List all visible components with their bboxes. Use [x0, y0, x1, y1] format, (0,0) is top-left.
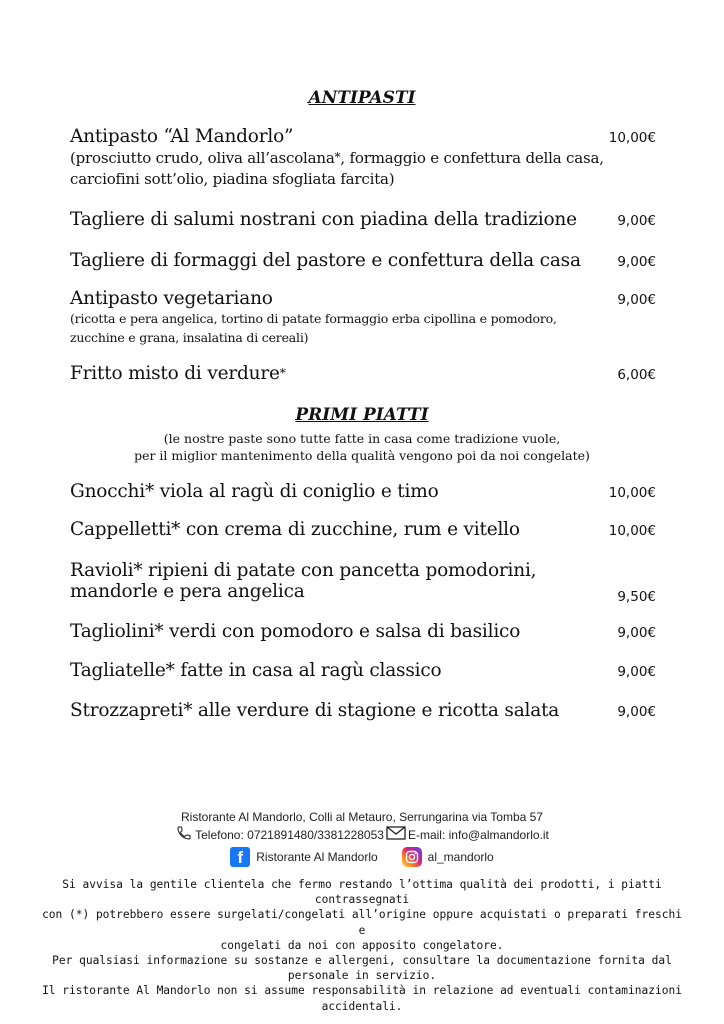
item-name: Strozzapreti* alle verdure di stagione e ricotta salata: [70, 700, 560, 721]
item-price: 10,00€: [608, 485, 656, 501]
facebook-name[interactable]: Ristorante Al Mandorlo: [256, 850, 378, 864]
disclaimer-line: Il ristorante Al Mandorlo non si assume responsabilità in relazione ad eventuali contaminazioni: [42, 984, 682, 998]
section-title-primi: PRIMI PIATTI: [295, 405, 429, 425]
item-price: 10,00€: [608, 130, 656, 146]
item-price: 10,00€: [608, 523, 656, 539]
menu-item-ravioli: [70, 560, 656, 605]
item-name: Antipasto vegetariano: [70, 288, 273, 309]
primi-note: (le nostre paste sono tutte fatte in casa come tradizione vuole, per il miglior mantenimento della qualità vengono poi da noi congelate): [134, 431, 590, 463]
item-name: Gnocchi* viola al ragù di coniglio e timo: [70, 481, 439, 502]
footer-contacts: [0, 809, 724, 867]
menu-item-fritto-misto: [70, 363, 656, 384]
menu-item-cappelletti: [70, 519, 656, 540]
item-name: Fritto misto di verdure*: [70, 363, 286, 384]
item-name: Cappelletti* con crema di zucchine, rum e vitello: [70, 519, 520, 540]
item-price: 9,00€: [617, 664, 656, 680]
item-name: Tagliatelle* fatte in casa al ragù classico: [70, 660, 442, 681]
menu-item-tagliere-formaggi: [70, 250, 656, 271]
item-name-line2: mandorle e pera angelica: [70, 581, 305, 602]
item-name-line1: Ravioli* ripieni di patate con pancetta pomodorini,: [70, 560, 537, 581]
item-price: 9,50€: [617, 589, 656, 605]
item-description: (ricotta e pera angelica, tortino di patate formaggio erba cipollina e pomodoro, zucchine e grana, insalatina di cereali): [70, 311, 557, 345]
item-description: (prosciutto crudo, oliva all’ascolana*, formaggio e confettura della casa, carciofini sott’olio, piadina sfogliata farcita): [70, 149, 604, 188]
item-price: 9,00€: [617, 213, 656, 229]
disclaimer: [40, 877, 684, 1014]
section-title-antipasti: ANTIPASTI: [308, 88, 416, 108]
item-price: 9,00€: [617, 704, 656, 720]
item-name: Tagliere di formaggi del pastore e confettura della casa: [70, 250, 581, 271]
disclaimer-line: accidentali.: [321, 999, 403, 1013]
item-price: 9,00€: [617, 625, 656, 641]
menu-item-antipasto-vegetariano: [70, 288, 656, 347]
disclaimer-line: con (*) potrebbero essere surgelati/congelati all’origine oppure acquistati o preparati freschi e: [42, 908, 682, 937]
phone-number[interactable]: Telefono: 0721891480/3381228053: [195, 828, 384, 842]
email-address[interactable]: E-mail: info@almandorlo.it: [407, 828, 549, 842]
instagram-handle[interactable]: al_mandorlo: [427, 850, 494, 864]
item-price: 6,00€: [617, 367, 656, 383]
disclaimer-line: Si avvisa la gentile clientela che fermo restando l’ottima qualità dei prodotti, i piatti contrassegnati: [62, 878, 662, 907]
menu-item-strozzapreti: [70, 700, 656, 721]
social-line: [0, 847, 724, 867]
disclaimer-line: personale in servizio.: [287, 969, 437, 983]
contact-line: [0, 825, 724, 845]
menu-item-antipasto-al-mandorlo: [70, 126, 656, 190]
envelope-icon: [386, 826, 406, 844]
menu-item-gnocchi: [70, 481, 656, 502]
item-name: Tagliere di salumi nostrani con piadina della tradizione: [70, 209, 577, 230]
address: Ristorante Al Mandorlo, Colli al Metauro, Serrungarina via Tomba 57: [181, 810, 543, 824]
phone-icon: [175, 825, 193, 845]
item-price: 9,00€: [617, 254, 656, 270]
menu-item-tagliere-salumi: [70, 209, 656, 230]
instagram-icon[interactable]: [402, 847, 422, 867]
disclaimer-line: congelati da noi con apposito congelatore.: [220, 938, 504, 952]
item-name: Antipasto “Al Mandorlo”: [70, 126, 294, 147]
menu-item-tagliolini: [70, 621, 656, 642]
item-name: Tagliolini* verdi con pomodoro e salsa di basilico: [70, 621, 521, 642]
facebook-icon[interactable]: f: [230, 847, 250, 867]
item-price: 9,00€: [617, 292, 656, 308]
disclaimer-line: Per qualsiasi informazione su sostanze e allergeni, consultare la documentazione fornita dal: [52, 954, 672, 968]
menu-item-tagliatelle: [70, 660, 656, 681]
